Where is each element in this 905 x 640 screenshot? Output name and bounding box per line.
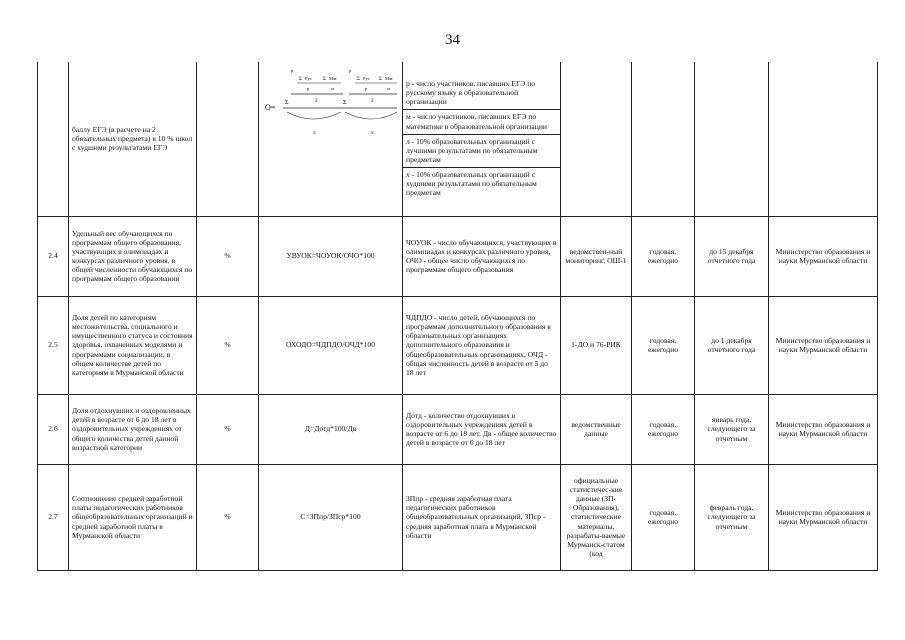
periodicity-cell: годовая, ежегодно <box>632 394 695 464</box>
formula-sub-rus: Рус <box>304 76 312 81</box>
indicator-name: Соотношение средней заработной платы педагогических работников общеобразовательных организаций и средней заработной платы в Мурманской области <box>69 464 197 570</box>
responsible-cell: Министерство образования и науки Мурманской области <box>769 464 878 570</box>
unit-cell: % <box>197 464 259 570</box>
variable-item: л - 10% образовательных организаций с лучшими результатами по обязательным предметам <box>403 135 560 168</box>
formula-m-den-2: м <box>386 86 390 91</box>
formula-cell: УВУОК=ЧОУОК/ОЧО*100 <box>259 216 403 296</box>
responsible-cell <box>769 62 878 216</box>
formula-p-den-2: р <box>364 86 367 91</box>
deadline-cell: январь года, следующего за отчетным <box>695 394 769 464</box>
formula-cell: ОХОДО=ЧДПДО/ОЧД*100 <box>259 296 403 394</box>
formula-cell: С=ЗПпр/ЗПср*100 <box>259 464 403 570</box>
source-cell: ведомственные данные <box>561 394 632 464</box>
formula-m-den: м <box>330 86 334 91</box>
deadline-cell: до 15 декабря отчетного года <box>695 216 769 296</box>
formula-sub-rus-2: Рус <box>362 76 370 81</box>
formula-sum-top-2: Σ <box>322 77 326 82</box>
deadline-cell: февраль года, следующего за отчетным <box>695 464 769 570</box>
row-number: 2.7 <box>38 464 69 570</box>
responsible-cell: Министерство образования и науки Мурманской области <box>769 394 878 464</box>
source-cell: официальные статистичес-кие данные (ЗП-Образования), статистические материалы, разрабаты-ваемые Мурманск-статом (код <box>561 464 632 570</box>
deadline-cell <box>695 62 769 216</box>
row-number: 2.5 <box>38 296 69 394</box>
deadline-cell: до 1 декабря отчетного года <box>695 296 769 394</box>
periodicity-cell <box>632 62 695 216</box>
unit-cell: % <box>197 296 259 394</box>
variables-cell: Дотд - количество отдохнувших в оздоровительных учреждениях детей в возрасте от 6 до 18 лет, Дв - общее количество детей в возрасте от 6 до 18 лет <box>403 394 561 464</box>
formula-cell: Д=Дотд*100/Дв <box>259 394 403 464</box>
formula-sum-top-3: Σ <box>356 77 360 82</box>
formula-p-den: р <box>306 86 309 91</box>
table-row <box>38 62 878 216</box>
row-number: 2.6 <box>38 394 69 464</box>
row-number: 2.4 <box>38 216 69 296</box>
formula-sigma: Σ <box>284 100 288 106</box>
table-row <box>38 464 878 570</box>
formula-sub-mat-2: Мат <box>384 76 393 81</box>
formula-p-2: р <box>348 68 351 73</box>
formula-sigma-2: Σ <box>342 100 346 106</box>
periodicity-cell: годовая, ежегодно <box>632 296 695 394</box>
formula-graphic <box>263 68 399 148</box>
responsible-cell: Министерство образования и науки Мурманской области <box>769 216 878 296</box>
formula-lhs: О= <box>264 103 275 112</box>
variable-item: х - 10% образовательных организаций с худшими результатами по обязательным предметам <box>406 170 537 198</box>
formula-sum-top-4: Σ <box>378 77 382 82</box>
formula-under-left: л <box>312 131 315 136</box>
variable-item: м - число участников, писавших ЕГЭ по математике в образовательной организации <box>403 110 560 134</box>
variables-cell: ЗПпр - средняя заработная плата педагогических работников общеобразовательных организаций, ЗПср - средняя заработная плата в Мурманской области <box>403 464 561 570</box>
row-number <box>38 62 69 216</box>
unit-cell <box>197 62 259 216</box>
formula-two: 2 <box>314 99 317 104</box>
indicator-name: баллу ЕГЭ (в расчете на 2 обязательных предмета) в 10 % школ с худшими результатами ЕГЭ <box>69 62 197 216</box>
page-number: 34 <box>445 32 460 48</box>
variable-item: р - число участников, писавших ЕГЭ по русскому языку в образовательной организации <box>403 77 560 110</box>
indicators-table <box>37 62 878 571</box>
source-cell: 1-ДО и 76-РИК <box>561 296 632 394</box>
variables-cell <box>403 62 561 216</box>
indicator-name: Доля отдохнувших и оздоровленных детей в возрасте от 6 до 18 лет в оздоровительных учреждениях от общего количества детей данной возрастной категории <box>69 394 197 464</box>
unit-cell: % <box>197 216 259 296</box>
indicator-name: Удельный вес обучающихся по программам общего образования, участвующих в олимпиадах и конкурсах различного уровня, в общей численности обучающихся по программам общего образования <box>69 216 197 296</box>
table-row <box>38 216 878 296</box>
responsible-cell: Министерство образования и науки Мурманской области <box>769 296 878 394</box>
formula-cell <box>259 62 403 216</box>
formula-sub-mat: Мат <box>328 76 337 81</box>
formula-p: р <box>290 68 293 73</box>
table-row <box>38 296 878 394</box>
periodicity-cell: годовая, ежегодно <box>632 464 695 570</box>
variables-cell: ЧДПДО - число детей, обучающихся по программам дополнительного образования в образовательных организациях дополнительного образования и общеобразовательных организациях, ОЧД - общая численность детей в возрасте от 5 до 18 лет <box>403 296 561 394</box>
source-cell <box>561 62 632 216</box>
variables-cell: ЧОУОК - число обучающихся, участвующих в олимпиадах и конкурсах различного уровня, ОЧО - общее число обучающихся по программам общего образования <box>403 216 561 296</box>
indicator-name: Доля детей по категориям местожительства, социального и имущественного статуса и состояния здоровья, охваченных моделями и программами социализации, в общем количестве детей по категориям в Мурманской области <box>69 296 197 394</box>
periodicity-cell: годовая, ежегодно <box>632 216 695 296</box>
source-cell: ведомствен-ный мониторинг, ОШ-1 <box>561 216 632 296</box>
unit-cell: % <box>197 394 259 464</box>
formula-under-right: х <box>370 131 373 136</box>
formula-sum-top: Σ <box>298 77 302 82</box>
formula-two-2: 2 <box>370 99 373 104</box>
table-row <box>38 394 878 464</box>
